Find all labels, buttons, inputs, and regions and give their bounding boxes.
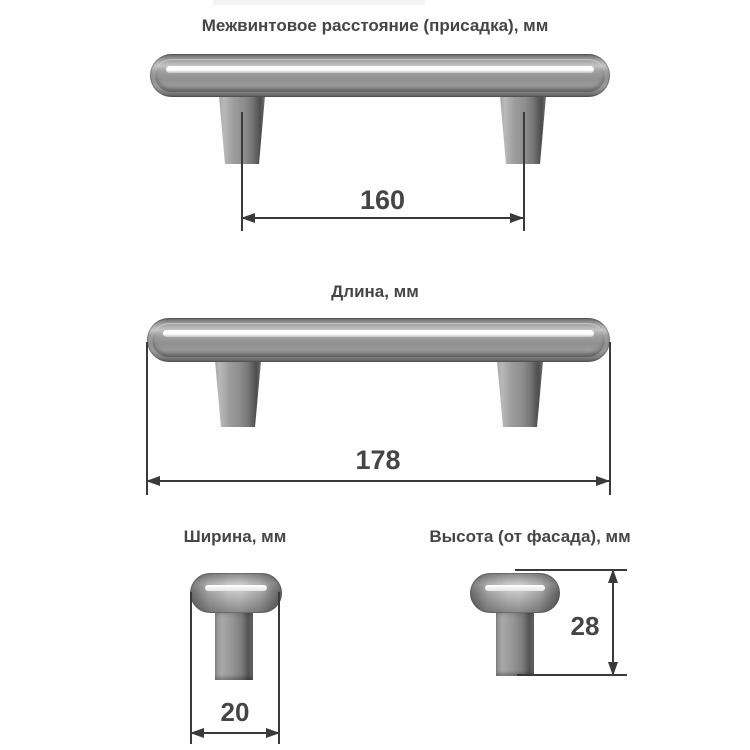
cropped-text-artifact bbox=[213, 0, 425, 5]
handle-leg-left bbox=[215, 361, 261, 427]
arrowhead-down-icon bbox=[608, 662, 618, 676]
handle-leg-end-view bbox=[215, 608, 253, 680]
dimension-line bbox=[147, 480, 609, 482]
arrowhead-left-icon bbox=[190, 728, 204, 738]
handle-bar bbox=[150, 54, 610, 97]
arrowhead-right-icon bbox=[596, 476, 610, 486]
handle-bar bbox=[147, 318, 610, 362]
arrowhead-right-icon bbox=[510, 213, 524, 223]
arrowhead-left-icon bbox=[146, 476, 160, 486]
dimension-line bbox=[191, 732, 279, 734]
handle-bar-highlight bbox=[166, 66, 594, 73]
section-length-title: Длина, мм bbox=[331, 282, 419, 301]
handle-bar-groove bbox=[152, 323, 605, 357]
section-width-title: Ширина, мм bbox=[183, 527, 287, 546]
dimension-value-length: 178 bbox=[355, 445, 401, 475]
handle-bar-highlight bbox=[163, 330, 594, 337]
arrowhead-left-icon bbox=[241, 213, 255, 223]
dimension-value-height: 28 bbox=[570, 611, 600, 641]
section-pitch-title: Межвинтовое расстояние (присадка), мм bbox=[201, 16, 549, 35]
section-height-title: Высота (от фасада), мм bbox=[429, 527, 631, 546]
dimension-value-pitch: 160 bbox=[359, 185, 406, 215]
handle-cap-highlight bbox=[485, 585, 545, 591]
handle-leg-end-view bbox=[496, 608, 534, 676]
handle-leg-right bbox=[497, 361, 543, 427]
extension-line-right bbox=[609, 342, 611, 495]
dimension-value-width: 20 bbox=[220, 697, 250, 727]
arrowhead-right-icon bbox=[266, 728, 280, 738]
handle-cap-highlight bbox=[205, 585, 267, 591]
dimension-line bbox=[242, 217, 523, 219]
handle-bar-groove bbox=[155, 59, 605, 92]
arrowhead-up-icon bbox=[608, 569, 618, 583]
handle-cap-end-view bbox=[190, 573, 282, 613]
handle-cap-end-view bbox=[470, 573, 560, 613]
